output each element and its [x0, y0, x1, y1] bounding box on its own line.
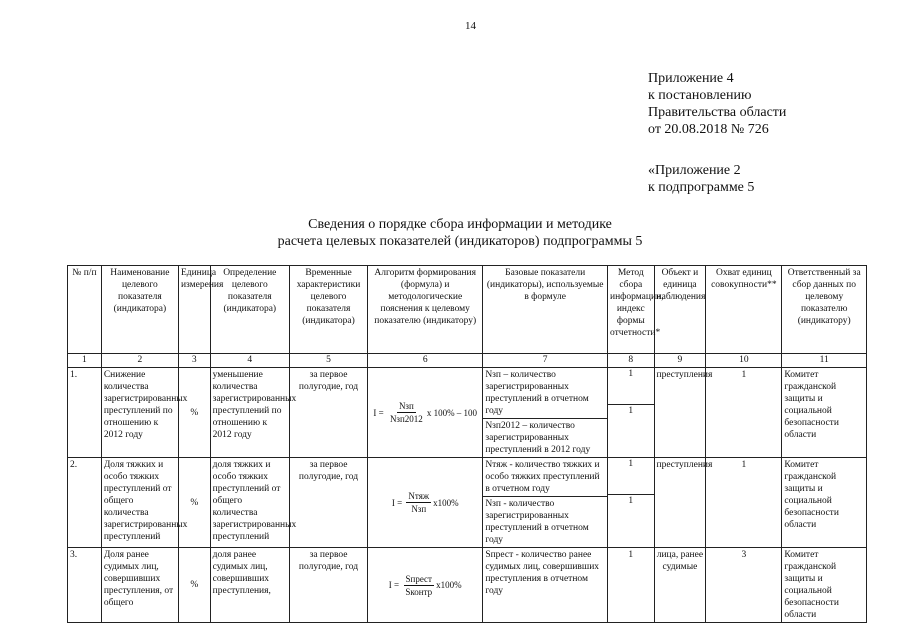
header-cell: Объект и единица наблюдения	[654, 266, 706, 354]
indicator-name: Доля тяжких и особо тяжких преступлений от общего количества зарегистрированных преступлений	[101, 458, 178, 548]
header-cell: Алгоритм формирования (формула) и методологические пояснения к целевому показателю (индикатору)	[368, 266, 483, 354]
column-number: 1	[68, 354, 102, 368]
appendix-line: Приложение 4	[648, 71, 734, 86]
base-indicator: Nзп – количество зарегистрированных преступлений в отчетном году	[483, 368, 607, 419]
formula-lhs: I	[373, 407, 377, 418]
coverage-cell: 3	[706, 548, 782, 623]
column-number: 7	[483, 354, 608, 368]
header-cell: Единица измерения	[178, 266, 210, 354]
time-cell: за первое полугодие, год	[289, 458, 367, 548]
base-indicator: Nзп2012 – количество зарегистрированных преступлений в 2012 году	[485, 421, 591, 455]
formula-cell	[368, 458, 483, 548]
table-row	[68, 548, 867, 623]
header-cell: Охват единиц совокупности**	[706, 266, 782, 354]
formula-numerator: Nтяж	[408, 491, 430, 501]
method-cell	[608, 368, 655, 458]
appendix-subheader	[648, 162, 754, 196]
object-cell: лица, ранее судимые	[654, 548, 706, 623]
table-row	[68, 458, 867, 548]
unit-cell: %	[178, 458, 210, 548]
appendix-line: Правительства области	[648, 105, 787, 120]
formula: I = $\frac{\text{Nтяж}}{\text{Nзп}}$ х100%	[391, 491, 459, 514]
column-number-row	[68, 354, 867, 368]
column-number: 9	[654, 354, 706, 368]
column-number: 10	[706, 354, 782, 368]
method-value: 1	[608, 458, 654, 495]
method-cell: 1	[608, 548, 655, 623]
indicators-table	[67, 265, 867, 623]
indicator-name: Снижение количества зарегистрированных преступлений по отношению к 2012 году	[101, 368, 178, 458]
formula-lhs: I	[391, 497, 395, 508]
column-number: 4	[210, 354, 289, 368]
method-cell	[608, 458, 655, 548]
header-cell: Метод сбора информации, индекс формы отчетности*	[608, 266, 655, 354]
base-indicators-cell	[483, 458, 608, 548]
coverage-cell: 1	[706, 368, 782, 458]
row-number: 2.	[68, 458, 102, 548]
time-cell: за первое полугодие, год	[289, 548, 367, 623]
formula-numerator: Nзп	[398, 401, 414, 411]
object-cell: преступления	[654, 368, 706, 458]
row-number: 3.	[68, 548, 102, 623]
base-indicators-cell: Sпрест - количество ранее судимых лиц, совершивших преступления в отчетном году	[483, 548, 608, 623]
document-title	[150, 216, 770, 250]
header-row	[68, 266, 867, 354]
base-indicators-cell	[483, 368, 608, 458]
column-number: 2	[101, 354, 178, 368]
formula-cell	[368, 548, 483, 623]
definition-cell: доля ранее судимых лиц, совершивших преступления,	[210, 548, 289, 623]
coverage-cell: 1	[706, 458, 782, 548]
formula-rest: х100%	[433, 497, 459, 508]
indicator-name: Доля ранее судимых лиц, совершивших преступления, от общего	[101, 548, 178, 623]
formula-numerator: Sпрест	[405, 573, 432, 584]
formula: I = $\frac{\text{Nзп}}{\text{Nзп2012}}$ х 100% – 100	[373, 401, 478, 424]
base-indicator: Nтяж - количество тяжких и особо тяжких преступлений в отчетном году	[483, 458, 607, 497]
appendix-line: от 20.08.2018 № 726	[648, 122, 769, 137]
method-value: 1	[628, 496, 634, 506]
definition-cell: доля тяжких и особо тяжких преступлений от общего количества зарегистрированных преступлений	[210, 458, 289, 548]
formula-denominator: Nзп	[411, 504, 427, 514]
row-number: 1.	[68, 368, 102, 458]
header-cell: Временные характеристики целевого показателя (индикатора)	[289, 266, 367, 354]
formula-denominator: Nзп2012	[389, 414, 423, 424]
base-indicator: Nзп - количество зарегистрированных преступлений в отчетном году	[485, 499, 589, 545]
header-cell: Базовые показатели (индикаторы), используемые в формуле	[483, 266, 608, 354]
column-number: 3	[178, 354, 210, 368]
formula-denominator: Sконтр	[405, 586, 433, 597]
table-row	[68, 368, 867, 458]
appendix-sub-line: к подпрограмме 5	[648, 180, 755, 195]
title-line: Сведения о порядке сбора информации и методике	[308, 217, 612, 232]
formula-fraction	[406, 490, 431, 515]
formula-cell	[368, 368, 483, 458]
column-number: 8	[608, 354, 655, 368]
header-cell: Ответственный за сбор данных по целевому показателю (индикатору)	[782, 266, 867, 354]
formula-rest: х100%	[436, 580, 462, 590]
appendix-line: к постановлению	[648, 88, 752, 103]
method-value: 1	[628, 406, 634, 416]
method-value: 1	[608, 368, 654, 405]
responsible-cell: Комитет гражданской защиты и социальной безопасности области	[782, 458, 867, 548]
responsible-cell: Комитет гражданской защиты и социальной безопасности области	[782, 368, 867, 458]
formula-rest: х 100% – 100	[426, 407, 478, 418]
page-number: 14	[465, 20, 476, 32]
formula-fraction	[403, 573, 434, 598]
title-line: расчета целевых показателей (индикаторов) подпрограммы 5	[277, 234, 643, 249]
header-cell: Наименование целевого показателя (индикатора)	[101, 266, 178, 354]
unit-cell: %	[178, 548, 210, 623]
appendix-sub-line: «Приложение 2	[648, 163, 741, 178]
time-cell: за первое полугодие, год	[289, 368, 367, 458]
unit-cell: %	[178, 368, 210, 458]
header-cell: № п/п	[68, 266, 102, 354]
definition-cell: уменьшение количества зарегистрированных преступлений по отношению к 2012 году	[210, 368, 289, 458]
formula: I = $\frac{\text{Sпрест}}{\text{Sконтр}}$ х100%	[388, 573, 462, 597]
formula-lhs: I	[388, 580, 392, 590]
formula-fraction	[388, 400, 425, 425]
column-number: 6	[368, 354, 483, 368]
object-cell: преступления	[654, 458, 706, 548]
column-number: 5	[289, 354, 367, 368]
responsible-cell: Комитет гражданской защиты и социальной безопасности области	[782, 548, 867, 623]
column-number: 11	[782, 354, 867, 368]
appendix-header	[648, 70, 786, 138]
header-cell: Определение целевого показателя (индикатора)	[210, 266, 289, 354]
